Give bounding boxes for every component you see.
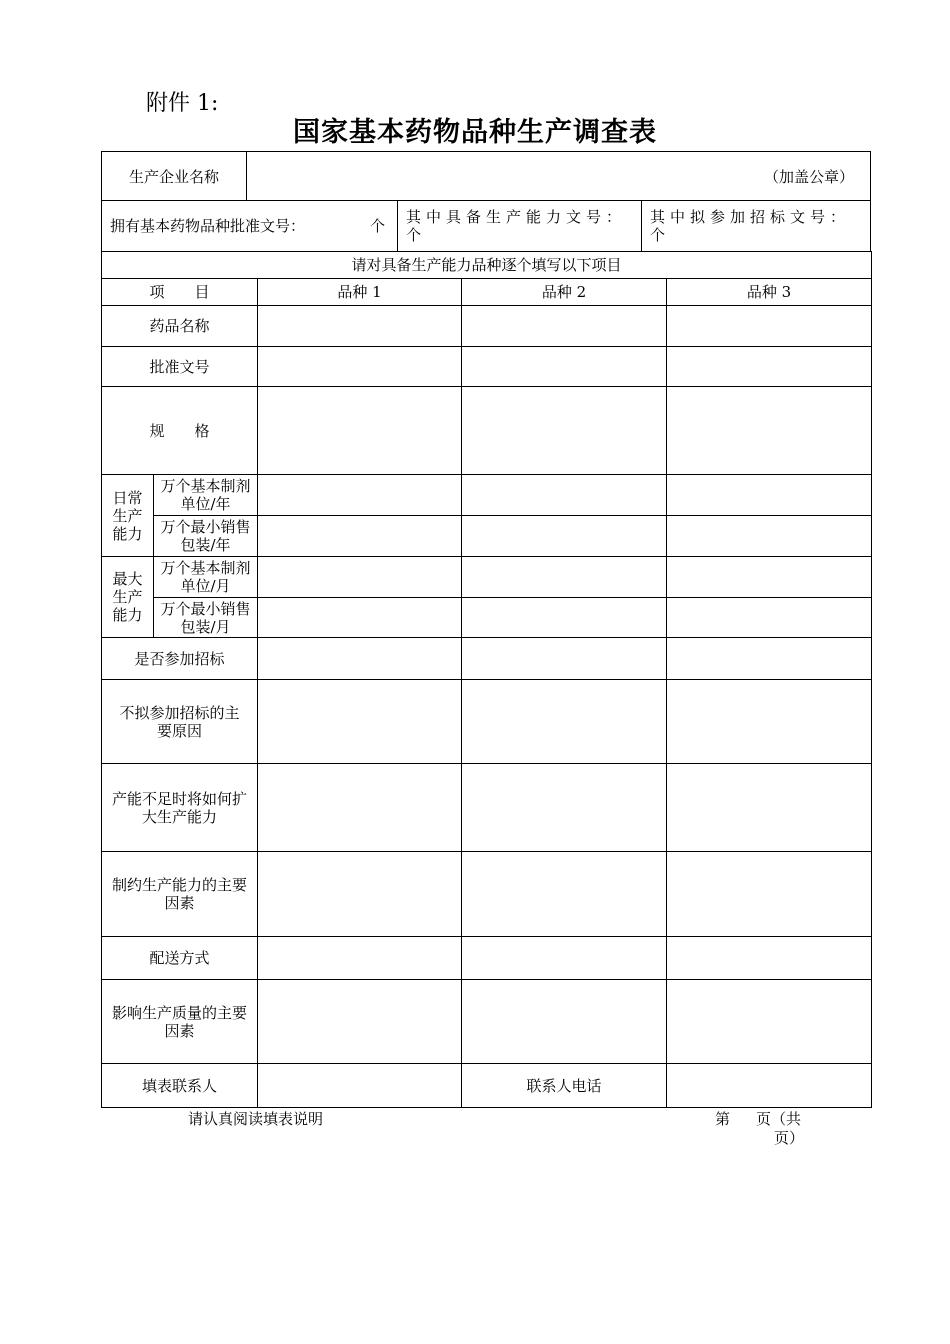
company-row: [101, 151, 871, 201]
input-cell[interactable]: [462, 852, 667, 937]
table-row: [102, 387, 872, 475]
table-row: [102, 516, 872, 557]
row-label-capacity-factors: 制约生产能力的主要因素: [102, 852, 258, 937]
input-cell[interactable]: [258, 680, 462, 764]
capable-approval-unit[interactable]: 个: [406, 226, 422, 244]
row-group-daily-capacity: 日常生产能力: [102, 475, 154, 557]
table-row: [102, 475, 872, 516]
input-cell[interactable]: [462, 387, 667, 475]
input-cell[interactable]: [462, 764, 667, 852]
input-cell[interactable]: [462, 306, 667, 347]
input-cell[interactable]: [667, 937, 872, 980]
table-row: [102, 680, 872, 764]
row-label-contact-phone: 联系人电话: [462, 1064, 667, 1108]
input-cell[interactable]: [667, 598, 872, 638]
table-row: [102, 638, 872, 680]
row-group-max-capacity: 最大生产能力: [102, 557, 154, 638]
input-cell[interactable]: [462, 937, 667, 980]
header-variety-1: 品种 1: [258, 279, 462, 306]
table-row: [102, 252, 872, 279]
row-label-approval-no: 批准文号: [102, 347, 258, 387]
row-label-daily-pack: 万个最小销售包装/年: [154, 516, 258, 557]
company-name-field[interactable]: [248, 168, 854, 186]
form-title: 国家基本药物品种生产调查表: [293, 117, 657, 148]
input-cell[interactable]: [667, 347, 872, 387]
input-cell[interactable]: [462, 598, 667, 638]
bid-approval-unit[interactable]: 个: [650, 226, 666, 244]
input-cell[interactable]: [667, 764, 872, 852]
row-label-join-bid: 是否参加招标: [102, 638, 258, 680]
row-label-drug-name: 药品名称: [102, 306, 258, 347]
input-cell[interactable]: [258, 598, 462, 638]
row-label-contact: 填表联系人: [102, 1064, 258, 1108]
input-cell[interactable]: [667, 516, 872, 557]
input-cell[interactable]: [258, 475, 462, 516]
table-row: [102, 557, 872, 598]
input-cell[interactable]: [667, 387, 872, 475]
total-approval-label: 拥有基本药物品种批准文号：: [110, 217, 306, 235]
input-cell[interactable]: [258, 306, 462, 347]
row-label-delivery: 配送方式: [102, 937, 258, 980]
bid-approval-label: 其中拟参加招标文号：: [650, 208, 851, 226]
row-label-spec: 规 格: [102, 387, 258, 475]
input-cell[interactable]: [258, 980, 462, 1064]
input-cell[interactable]: [462, 680, 667, 764]
input-cell[interactable]: [667, 638, 872, 680]
table-row: [102, 598, 872, 638]
row-label-daily-basic: 万个基本制剂单位/年: [154, 475, 258, 516]
contact-input[interactable]: [258, 1064, 462, 1108]
row-label-quality-factors: 影响生产质量的主要因素: [102, 980, 258, 1064]
input-cell[interactable]: [462, 475, 667, 516]
page-prefix: 第: [715, 1110, 731, 1128]
table-row: [102, 1064, 872, 1108]
table-row: [102, 347, 872, 387]
stamp-note: （加盖公章）: [763, 168, 854, 186]
input-cell[interactable]: [258, 764, 462, 852]
input-cell[interactable]: [462, 980, 667, 1064]
survey-table: [101, 251, 872, 1108]
input-cell[interactable]: [258, 638, 462, 680]
header-item: 项 目: [102, 279, 258, 306]
phone-input[interactable]: [667, 1064, 872, 1108]
company-label: 生产企业名称: [128, 168, 219, 186]
page-mid: 页（共: [756, 1110, 802, 1128]
input-cell[interactable]: [462, 638, 667, 680]
input-cell[interactable]: [258, 937, 462, 980]
input-cell[interactable]: [667, 557, 872, 598]
table-row: [102, 980, 872, 1064]
table-row: [102, 306, 872, 347]
capable-approval-label: 其中具备生产能力文号：: [406, 208, 627, 226]
input-cell[interactable]: [258, 852, 462, 937]
input-cell[interactable]: [667, 980, 872, 1064]
input-cell[interactable]: [667, 852, 872, 937]
row-label-expand-capacity: 产能不足时将如何扩大生产能力: [102, 764, 258, 852]
total-approval-unit[interactable]: 个: [370, 217, 386, 235]
table-row: [102, 764, 872, 852]
table-header-row: [102, 279, 872, 306]
header-variety-3: 品种 3: [667, 279, 872, 306]
table-row: [102, 852, 872, 937]
row-label-max-basic: 万个基本制剂单位/月: [154, 557, 258, 598]
input-cell[interactable]: [258, 557, 462, 598]
row-label-no-bid-reason: 不拟参加招标的主要原因: [102, 680, 258, 764]
input-cell[interactable]: [258, 347, 462, 387]
input-cell[interactable]: [667, 475, 872, 516]
input-cell[interactable]: [462, 516, 667, 557]
row-label-max-pack: 万个最小销售包装/月: [154, 598, 258, 638]
input-cell[interactable]: [667, 306, 872, 347]
table-row: [102, 937, 872, 980]
instruction-cell: 请对具备生产能力品种逐个填写以下项目: [102, 252, 872, 279]
page-suffix: 页）: [774, 1129, 805, 1147]
attachment-label: 附件 1:: [146, 91, 219, 116]
input-cell[interactable]: [462, 557, 667, 598]
input-cell[interactable]: [667, 680, 872, 764]
approval-row: [101, 200, 871, 252]
footer-note: 请认真阅读填表说明: [188, 1110, 324, 1128]
input-cell[interactable]: [258, 516, 462, 557]
input-cell[interactable]: [258, 387, 462, 475]
header-variety-2: 品种 2: [462, 279, 667, 306]
input-cell[interactable]: [462, 347, 667, 387]
